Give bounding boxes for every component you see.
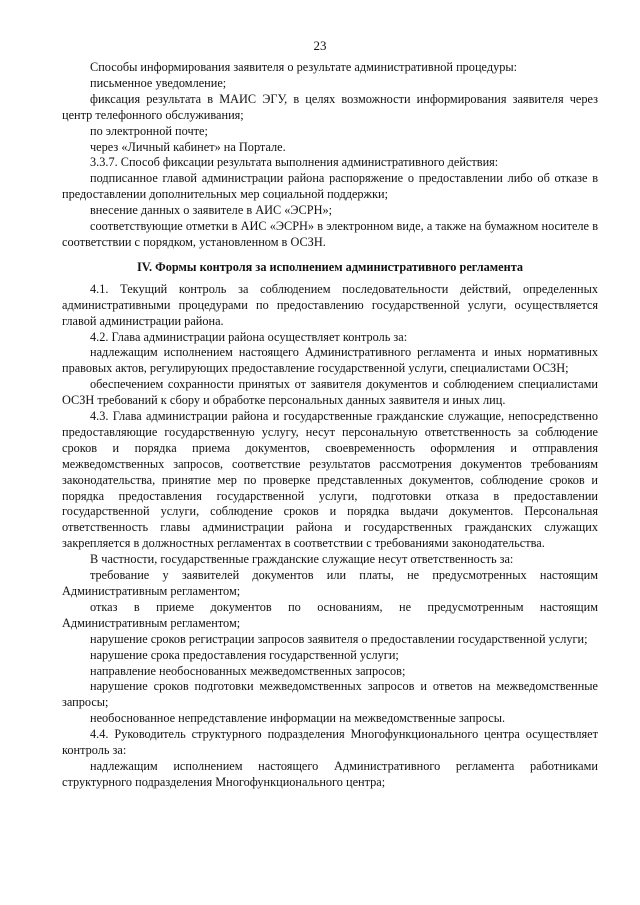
paragraph: необоснованное непредставление информации на межведомственные запросы. bbox=[90, 711, 506, 726]
paragraph: соответствующие отметки в АИС «ЭСРН» в электронном виде, а также на бумажном носителе в соответствии с порядком, установленном в ОСЗН. bbox=[62, 219, 598, 249]
paragraph: письменное уведомление; bbox=[90, 75, 227, 90]
paragraph: 4.2. Глава администрации района осуществляет контроль за: bbox=[90, 329, 408, 344]
paragraph: 3.3.7. Способ фиксации результата выполнения административного действия: bbox=[90, 155, 499, 170]
paragraph: нарушение сроков подготовки межведомственных запросов и ответов на межведомственные запросы; bbox=[62, 679, 598, 710]
section-heading: IV. Формы контроля за исполнением административного регламента bbox=[136, 259, 524, 274]
paragraph: по электронной почте; bbox=[90, 123, 208, 138]
paragraph: внесение данных о заявителе в АИС «ЭСРН»; bbox=[90, 203, 333, 218]
paragraph: 4.1. Текущий контроль за соблюдением последовательности действий, определенных административными процедурами по предоставлению государственной услуги, осуществляется главой администрации района. bbox=[62, 281, 598, 328]
paragraph: 4.3. Глава администрации района и государственные гражданские служащие, непосредственно предоставляющие государственную услугу, несут персональную ответственность за соблюдение сроков и порядка приема документов, своевременность оформления и отправления межведомственных запросов, соответствие результатов рассмотрения документов требованиям законодательства, принятие мер по проверке представленных документов, соблюдение сроков и порядка предоставления государственной услуги, подготовки отказа в предоставлении государственной услуги, соблюдение сроков и порядка выдачи документов. Персональная ответственность главы администрации района и государственных гражданских служащих закрепляется в должностных регламентах в соответствии с требованиями законодательства. bbox=[62, 409, 598, 551]
paragraph: требование у заявителей документов или платы, не предусмотренных настоящим Административным регламентом; bbox=[62, 568, 598, 598]
paragraph: Способы информирования заявителя о результате административной процедуры: bbox=[90, 60, 518, 74]
paragraph: подписанное главой администрации района распоряжение о предоставлении либо об отказе в предоставлении дополнительных мер социальной поддержки; bbox=[62, 171, 598, 202]
paragraph: через «Личный кабинет» на Портале. bbox=[90, 139, 286, 154]
paragraph: нарушение сроков регистрации запросов заявителя о предоставлении государственной услуги; bbox=[90, 631, 588, 646]
paragraph: надлежащим исполнением настоящего Административного регламента работниками структурного подразделения Многофункционального центра; bbox=[62, 758, 598, 789]
paragraph: отказ в приеме документов по основаниям, не предусмотренным настоящим Административным регламентом; bbox=[62, 599, 598, 630]
paragraph: 4.4. Руководитель структурного подразделения Многофункционального центра осуществляет контроль за: bbox=[62, 727, 598, 758]
paragraph: фиксация результата в МАИС ЭГУ, в целях возможности информирования заявителя через центр телефонного обслуживания; bbox=[62, 91, 598, 122]
paragraph: нарушение срока предоставления государственной услуги; bbox=[90, 647, 399, 662]
paragraph: обеспечением сохранности принятых от заявителя документов и соблюдением специалистами ОСЗН требований к сбору и обработке персональных данных заявителя и иных лиц. bbox=[62, 377, 598, 408]
paragraph: В частности, государственные гражданские служащие несут ответственность за: bbox=[90, 552, 514, 567]
document-body bbox=[62, 60, 598, 791]
paragraph: надлежащим исполнением настоящего Административного регламента и иных нормативных правовых актов, регулирующих предоставление государственной услуги, специалистами ОСЗН; bbox=[62, 345, 598, 376]
paragraph: направление необоснованных межведомственных запросов; bbox=[90, 663, 406, 678]
page-number: 23 bbox=[313, 38, 327, 53]
